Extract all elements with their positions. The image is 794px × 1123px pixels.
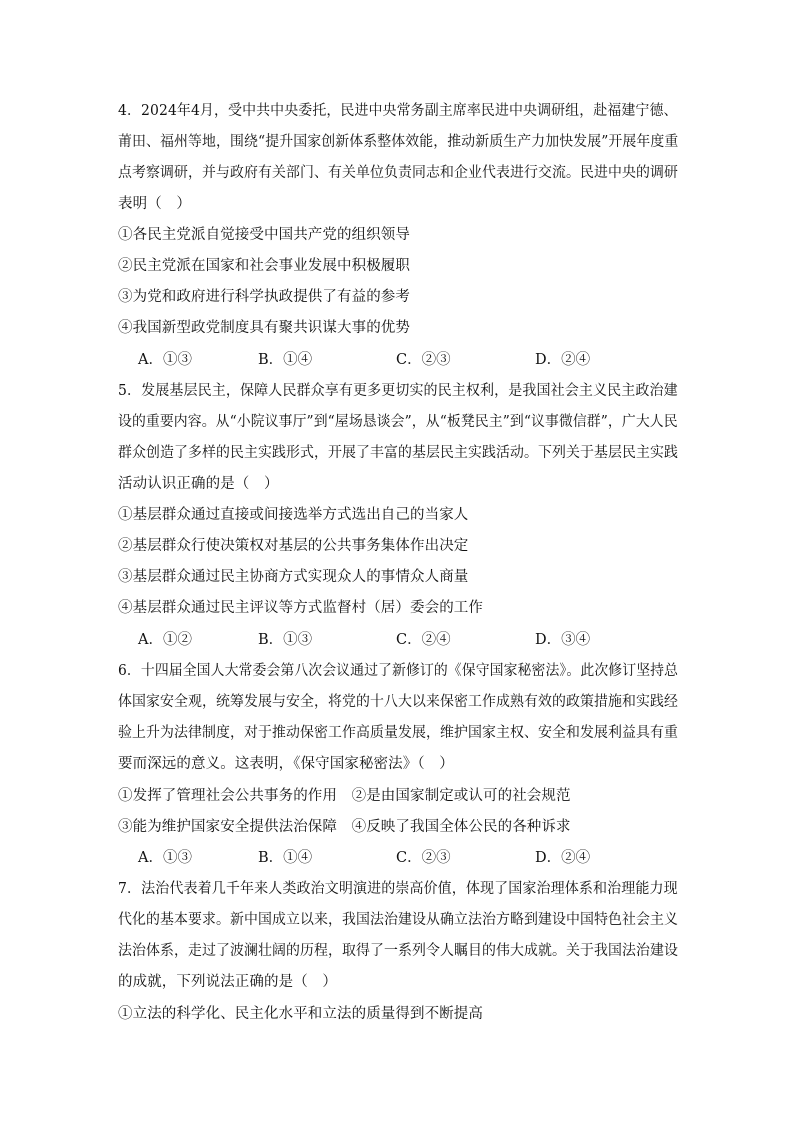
q4-stem-line: 莆田、福州等地，围绕“提升国家创新体系整体效能，推动新质生产力加快发展”开展年度重: [118, 134, 679, 150]
q4-stem-line: 4．2024年4月，受中共中央委托，民进中央常务副主席率民进中央调研组，赴福建宁德、: [118, 103, 678, 119]
q4-option-a[interactable]: A．①③: [138, 352, 192, 368]
q5-option-b[interactable]: B．①③: [258, 632, 313, 648]
q4-stem-line: 表明（ ）: [118, 196, 191, 212]
q6-option-b[interactable]: B．①④: [258, 850, 313, 866]
q5-item: ③基层群众通过民主协商方式实现众人的事情众人商量: [118, 569, 469, 585]
q4-option-b[interactable]: B．①④: [258, 352, 313, 368]
q6-stem-line: 要而深远的意义。这表明，《保守国家秘密法》（ ）: [118, 756, 454, 772]
q7-item: ①立法的科学化、民主化水平和立法的质量得到不断提高: [118, 1006, 483, 1022]
q7-stem-line: 7．法治代表着几千年来人类政治文明演进的崇高价值，体现了国家治理体系和治理能力现: [118, 881, 678, 897]
q6-stem-line: 6．十四届全国人大常委会第八次会议通过了新修订的《保守国家秘密法》。此次修订坚持总: [118, 663, 679, 679]
q5-stem-line: 设的重要内容。从“小院议事厅”到“屋场恳谈会”，从“板凳民主”到“议事微信群”，广大人民: [118, 414, 678, 430]
q5-item: ①基层群众通过直接或间接选举方式选出自己的当家人: [118, 507, 469, 523]
q7-stem-line: 代化的基本要求。新中国成立以来，我国法治建设从确立法治方略到建设中国特色社会主义: [118, 912, 678, 928]
q6-option-d[interactable]: D．②④: [535, 850, 591, 866]
q5-stem-line: 活动认识正确的是（ ）: [118, 476, 279, 492]
q7-stem-line: 的成就，下列说法正确的是（ ）: [118, 974, 337, 990]
q4-item: ②民主党派在国家和社会事业发展中积极履职: [118, 258, 410, 274]
q5-stem-line: 5．发展基层民主，保障人民群众享有更多更切实的民主权利，是我国社会主义民主政治建: [118, 383, 678, 399]
q5-stem-line: 群众创造了多样的民主实践形式，开展了丰富的基层民主实践活动。下列关于基层民主实践: [118, 445, 678, 461]
q5-item: ②基层群众行使决策权对基层的公共事务集体作出决定: [118, 538, 469, 554]
q6-option-a[interactable]: A．①③: [138, 850, 192, 866]
q4-item: ①各民主党派自觉接受中国共产党的组织领导: [118, 227, 410, 243]
q6-item: ①发挥了管理社会公共事务的作用 ②是由国家制定或认可的社会规范: [118, 788, 571, 804]
q7-stem-line: 法治体系，走过了波澜壮阔的历程，取得了一系列令人瞩目的伟大成就。关于我国法治建设: [118, 943, 678, 959]
q6-item: ③能为维护国家安全提供法治保障 ④反映了我国全体公民的各种诉求: [118, 819, 571, 835]
q4-stem-line: 点考察调研，并与政府有关部门、有关单位负责同志和企业代表进行交流。民进中央的调研: [118, 165, 678, 181]
q5-option-c[interactable]: C．②④: [396, 632, 451, 648]
q4-item: ③为党和政府进行科学执政提供了有益的参考: [118, 289, 410, 305]
q6-option-c[interactable]: C．②③: [396, 850, 451, 866]
q5-option-d[interactable]: D．③④: [535, 632, 591, 648]
q4-option-d[interactable]: D．②④: [535, 352, 591, 368]
q5-item: ④基层群众通过民主评议等方式监督村（居）委会的工作: [118, 600, 483, 616]
q4-item: ④我国新型政党制度具有聚共识谋大事的优势: [118, 320, 410, 336]
q6-stem-line: 体国家安全观，统筹发展与安全，将党的十八大以来保密工作成熟有效的政策措施和实践经: [118, 694, 678, 710]
q4-option-c[interactable]: C．②③: [396, 352, 451, 368]
q5-option-a[interactable]: A．①②: [138, 632, 192, 648]
q6-stem-line: 验上升为法律制度，对于推动保密工作高质量发展，维护国家主权、安全和发展利益具有重: [118, 725, 678, 741]
